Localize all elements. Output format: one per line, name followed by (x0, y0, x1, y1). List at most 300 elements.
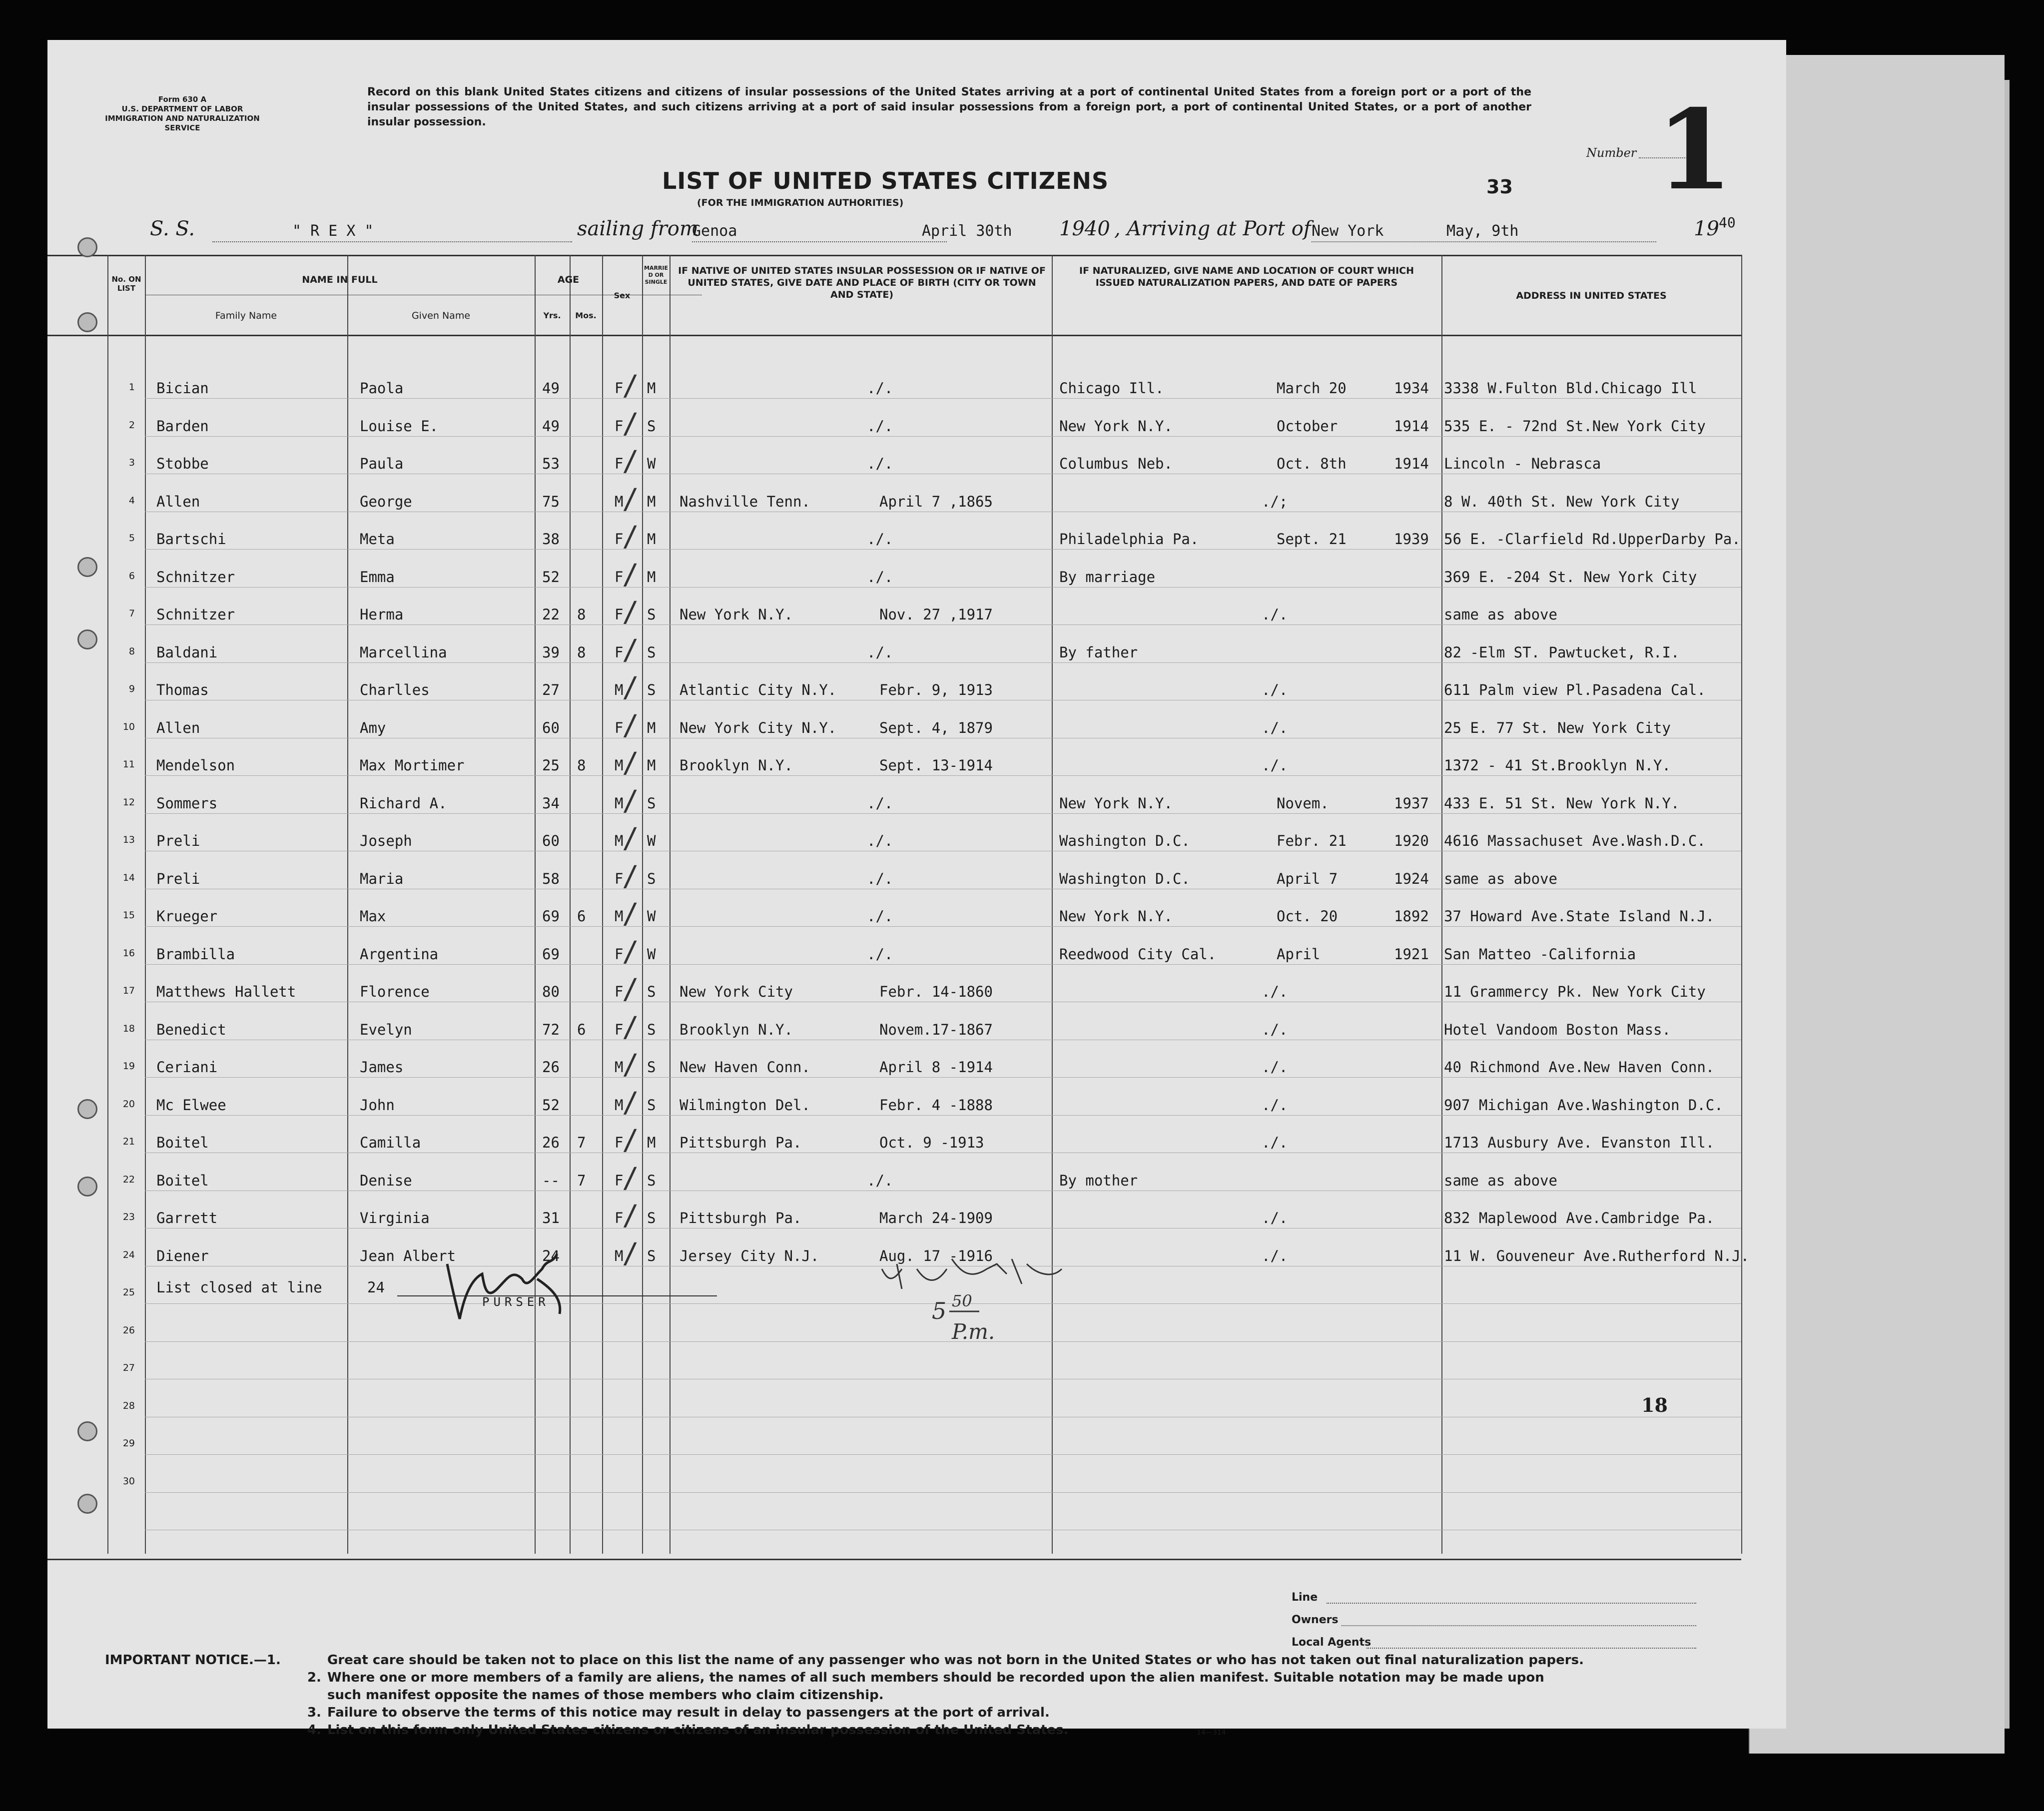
cell-given: Joseph (360, 832, 412, 849)
ship-dotline (212, 241, 572, 242)
cell-nat-place: ./. (1262, 606, 1288, 623)
cell-birth-date: April 8 -1914 (879, 1059, 993, 1076)
cell-yrs: 60 (542, 832, 560, 849)
cell-given: Louise E. (360, 417, 439, 435)
cell-sex: F (615, 870, 624, 887)
cell-family: Ceriani (156, 1059, 218, 1076)
cell-nat-date: Novem. (1277, 794, 1329, 812)
row-rule (145, 1077, 1741, 1078)
cell-given: Amy (360, 719, 386, 736)
sail-year: 1940 (1059, 217, 1110, 240)
cell-nat-date: March 20 (1277, 380, 1347, 397)
cell-given: Paula (360, 455, 404, 472)
notice-number: 3. (307, 1705, 321, 1720)
cell-yrs: 69 (542, 908, 560, 925)
cell-address: 3338 W.Fulton Bld.Chicago Ill (1444, 380, 1697, 397)
cell-address: same as above (1444, 1172, 1557, 1189)
cell-yrs: 49 (542, 380, 560, 397)
cell-family: Bician (156, 380, 209, 397)
cell-ms: S (647, 1209, 656, 1226)
cell-ms: S (647, 1021, 656, 1038)
cell-sex: F (615, 945, 624, 963)
cell-birth-date: Novem.17-1867 (879, 1021, 993, 1038)
cell-nat-place: Chicago Ill. (1059, 380, 1164, 397)
print-code: 14—314 (1197, 1729, 1226, 1737)
line-number: 21 (122, 1136, 135, 1147)
cell-given: George (360, 493, 412, 510)
cell-given: Florence (360, 983, 430, 1000)
cell-nat-date: Febr. 21 (1277, 832, 1347, 849)
cell-nat-date: Oct. 8th (1277, 455, 1347, 472)
line-dotline (1327, 1603, 1696, 1604)
cell-yrs: 69 (542, 945, 560, 963)
cell-birth-date: April 7 ,1865 (879, 493, 993, 510)
line-number: 24 (122, 1249, 135, 1260)
sailing-from-label: sailing from (577, 217, 698, 240)
cell-given: Richard A. (360, 794, 447, 812)
svg-text:5: 5 (932, 1297, 947, 1324)
cell-birth-place: New York N.Y. (680, 606, 793, 623)
punch-hole (77, 237, 97, 257)
arrive-dotline (1312, 241, 1656, 242)
cell-nat-place: ./. (1262, 681, 1288, 698)
cell-mos: 7 (577, 1172, 586, 1189)
cell-family: Garrett (156, 1209, 218, 1226)
line-number: 5 (128, 533, 135, 544)
cell-mos: 7 (577, 1134, 586, 1151)
cell-nat-place: By marriage (1059, 568, 1156, 586)
check-mark: / (622, 860, 639, 893)
cell-yrs: 80 (542, 983, 560, 1000)
cell-ms: W (647, 832, 656, 849)
line-number: 28 (122, 1400, 135, 1411)
cell-sex: F (615, 1134, 624, 1151)
cell-ms: M (647, 719, 656, 736)
cell-sex: M (615, 794, 624, 812)
cell-family: Barden (156, 417, 209, 435)
cell-birth-date: Febr. 14-1860 (879, 983, 993, 1000)
check-mark: / (622, 558, 639, 591)
cell-sex: F (615, 983, 624, 1000)
header-bottom-border (47, 335, 1741, 336)
line-number: 19 (122, 1061, 135, 1072)
check-mark: / (622, 370, 639, 402)
cell-birth-place: Brooklyn N.Y. (680, 757, 793, 774)
cell-family: Schnitzer (156, 606, 235, 623)
cell-address: San Matteo -California (1444, 945, 1636, 963)
row-rule (145, 964, 1741, 965)
page-title: LIST OF UNITED STATES CITIZENS (662, 167, 1109, 194)
cell-sex: F (615, 643, 624, 661)
cell-birth-place: ./. (867, 832, 893, 849)
line-number: 1 (128, 382, 135, 393)
check-mark: / (622, 1086, 639, 1119)
cell-sex: F (615, 719, 624, 736)
sheet-number: 1 (1656, 85, 1733, 214)
cell-birth-date: Febr. 4 -1888 (879, 1096, 993, 1114)
cell-ms: S (647, 983, 656, 1000)
record-instructions: Record on this blank United States citizens and citizens of insular possessions of the United States arriving at a port of continental United States from a foreign port or a port of the insular possessions of the United States, and such citizens arriving at a port of said insular possessions from a foreign port, a port of continental United States, or a port of another insular possession. (367, 86, 1531, 128)
line-number: 4 (128, 495, 135, 506)
cell-ms: M (647, 531, 656, 548)
row-rule (145, 926, 1741, 927)
cell-yrs: 75 (542, 493, 560, 510)
punch-hole (77, 1177, 97, 1197)
line-number: 7 (128, 608, 135, 619)
notice-4: List on this form only United States citizens or citizens of an insular possession of the United States. (327, 1723, 1069, 1738)
check-mark: / (622, 483, 639, 516)
cell-ms: S (647, 1096, 656, 1114)
cell-ms: W (647, 455, 656, 472)
cell-yrs: 39 (542, 643, 560, 661)
cell-address: 433 E. 51 St. New York N.Y. (1444, 794, 1680, 812)
cell-address: 369 E. -204 St. New York City (1444, 568, 1697, 586)
cell-ms: S (647, 870, 656, 887)
row-rule (145, 813, 1741, 814)
cell-sex: M (615, 1059, 624, 1076)
col-header-given: Given Name (411, 310, 471, 321)
row-rule (145, 398, 1741, 399)
cell-yrs: 22 (542, 606, 560, 623)
cell-sex: M (615, 832, 624, 849)
notice-1: Great care should be taken not to place on this list the name of any passenger who was not born in the United States or who has not taken out final naturalization papers. (327, 1653, 1584, 1668)
col-rule (602, 255, 603, 1554)
cell-address: 37 Howard Ave.State Island N.J. (1444, 908, 1715, 925)
sheet-serial: 33 (1486, 176, 1513, 198)
cell-birth-place: ./. (867, 870, 893, 887)
cell-nat-place: Columbus Neb. (1059, 455, 1173, 472)
department: U.S. DEPARTMENT OF LABOR (121, 104, 243, 113)
col-header-family: Family Name (215, 310, 277, 321)
cell-given: Herma (360, 606, 404, 623)
col-header-name: NAME IN FULL (302, 274, 378, 285)
line-number: 23 (122, 1211, 135, 1222)
col-rule (570, 255, 571, 1554)
cell-address: 907 Michigan Ave.Washington D.C. (1444, 1096, 1723, 1114)
cell-birth-place: ./. (867, 1172, 893, 1189)
check-mark: / (622, 1200, 639, 1232)
row-rule (145, 662, 1741, 663)
line-number: 27 (122, 1362, 135, 1373)
col-header-birth: IF NATIVE OF UNITED STATES INSULAR POSSESSION OR IF NATIVE OF UNITED STATES, GIVE DATE AND PLACE OF BIRTH (CITY OR TOWN AND STATE) (678, 265, 1046, 300)
cell-family: Bartschi (156, 531, 226, 548)
row-rule (145, 1115, 1741, 1116)
col-rule (642, 255, 643, 1554)
col-header-naturalized: IF NATURALIZED, GIVE NAME AND LOCATION OF COURT WHICH ISSUED NATURALIZATION PAPERS, AND DATE OF PAPERS (1079, 265, 1414, 288)
cell-address: 1713 Ausbury Ave. Evanston Ill. (1444, 1134, 1715, 1151)
line-number: 30 (122, 1475, 135, 1487)
cell-birth-place: ./. (867, 794, 893, 812)
cell-nat-date: April (1277, 945, 1321, 963)
form-number: Form 630 A (158, 95, 207, 104)
cell-address: 832 Maplewood Ave.Cambridge Pa. (1444, 1209, 1715, 1226)
col-header-yrs: Yrs. (543, 311, 561, 320)
cell-ms: S (647, 794, 656, 812)
cell-family: Matthews Hallett (156, 983, 296, 1000)
cell-ms: M (647, 757, 656, 774)
background-page (1749, 55, 2005, 1754)
cell-yrs: 72 (542, 1021, 560, 1038)
cell-birth-place: ./. (867, 568, 893, 586)
cell-ms: S (647, 1059, 656, 1076)
check-mark: / (622, 1049, 639, 1081)
cell-nat-place: New York N.Y. (1059, 794, 1173, 812)
cell-family: Benedict (156, 1021, 226, 1038)
cell-nat-place: ./; (1262, 493, 1288, 510)
cell-given: Argentina (360, 945, 439, 963)
cell-sex: M (615, 681, 624, 698)
cell-birth-place: Atlantic City N.Y. (680, 681, 837, 698)
cell-birth-place: Pittsburgh Pa. (680, 1209, 802, 1226)
cell-nat-year: 1921 (1394, 945, 1429, 963)
cell-birth-date: Sept. 13-1914 (879, 757, 993, 774)
cell-given: Marcellina (360, 643, 447, 661)
cell-family: Diener (156, 1247, 209, 1264)
cell-ms: W (647, 908, 656, 925)
cell-birth-place: Brooklyn N.Y. (680, 1021, 793, 1038)
line-number: 15 (122, 910, 135, 921)
cell-birth-place: Jersey City N.J. (680, 1247, 819, 1264)
manifest-sheet (47, 40, 1786, 1738)
punch-hole (77, 1494, 97, 1514)
cell-family: Allen (156, 493, 200, 510)
closing-text: List closed at line (156, 1279, 322, 1296)
cell-ms: W (647, 945, 656, 963)
cell-birth-date: Sept. 4, 1879 (879, 719, 993, 736)
row-rule (145, 1454, 1741, 1455)
cell-address: 611 Palm view Pl.Pasadena Cal. (1444, 681, 1706, 698)
check-mark: / (622, 671, 639, 704)
cell-ms: S (647, 1172, 656, 1189)
page-mark: 18 (1641, 1394, 1668, 1416)
cell-birth-place: ./. (867, 945, 893, 963)
punch-hole (77, 312, 97, 332)
check-mark: / (622, 1237, 639, 1270)
cell-address: 4616 Massachuset Ave.Wash.D.C. (1444, 832, 1706, 849)
cell-sex: F (615, 455, 624, 472)
check-mark: / (622, 784, 639, 817)
cell-ms: S (647, 643, 656, 661)
cell-family: Mendelson (156, 757, 235, 774)
cell-given: Paola (360, 380, 404, 397)
punch-hole (77, 1099, 97, 1119)
cell-address: 8 W. 40th St. New York City (1444, 493, 1680, 510)
port-from: Genoa (692, 222, 737, 240)
cell-sex: F (615, 417, 624, 435)
cell-birth-place: ./. (867, 643, 893, 661)
line-number: 26 (122, 1324, 135, 1336)
cell-birth-place: ./. (867, 417, 893, 435)
cell-given: Denise (360, 1172, 412, 1189)
sail-date: April 30th (922, 222, 1012, 240)
col-header-sex: Sex (614, 291, 631, 300)
punch-hole (77, 629, 97, 649)
cell-nat-year: 1934 (1394, 380, 1429, 397)
col-header-mos: Mos. (575, 311, 597, 320)
cell-nat-place: By father (1059, 643, 1138, 661)
cell-nat-place: Philadelphia Pa. (1059, 531, 1199, 548)
line-number: 11 (122, 759, 135, 770)
cell-ms: S (647, 681, 656, 698)
cell-given: Evelyn (360, 1021, 412, 1038)
cell-given: Max (360, 908, 386, 925)
cell-given: Emma (360, 568, 395, 586)
col-rule (1741, 255, 1742, 1554)
col-rule (145, 255, 146, 1554)
col-rule (670, 255, 671, 1554)
cell-ms: M (647, 568, 656, 586)
cell-family: Mc Elwee (156, 1096, 226, 1114)
cell-nat-place: ./. (1262, 1247, 1288, 1264)
cell-birth-place: New Haven Conn. (680, 1059, 810, 1076)
purser-signature (437, 1249, 607, 1329)
cell-given: Meta (360, 531, 395, 548)
port-to: New York (1312, 222, 1384, 240)
from-dotline (692, 241, 947, 242)
cell-address: 1372 - 41 St.Brooklyn N.Y. (1444, 757, 1671, 774)
cell-birth-date: March 24-1909 (879, 1209, 993, 1226)
line-number: 20 (122, 1098, 135, 1110)
line-number: 9 (128, 683, 135, 694)
form-header (47, 40, 1786, 220)
cell-birth-place: ./. (867, 380, 893, 397)
check-mark: / (622, 521, 639, 553)
cell-nat-year: 1939 (1394, 531, 1429, 548)
cell-given: Maria (360, 870, 404, 887)
cell-nat-place: ./. (1262, 1209, 1288, 1226)
cell-nat-place: ./. (1262, 1021, 1288, 1038)
col-rule (535, 255, 536, 1554)
cell-nat-place: New York N.Y. (1059, 908, 1173, 925)
agents-label: Local Agents (1292, 1636, 1371, 1649)
cell-nat-place: New York N.Y. (1059, 417, 1173, 435)
cell-yrs: 60 (542, 719, 560, 736)
cell-nat-date: Oct. 20 (1277, 908, 1338, 925)
col-rule (1052, 255, 1053, 1554)
cell-nat-date: Sept. 21 (1277, 531, 1347, 548)
cell-address: same as above (1444, 606, 1557, 623)
cell-sex: M (615, 757, 624, 774)
line-number: 2 (128, 419, 135, 431)
arrive-date: May, 9th (1446, 222, 1519, 240)
line-number: 18 (122, 1023, 135, 1034)
col-rule (1441, 255, 1442, 1554)
cell-family: Stobbe (156, 455, 209, 472)
manifest-table (47, 255, 1750, 1554)
owners-label: Owners (1292, 1614, 1339, 1626)
line-number: 12 (122, 796, 135, 808)
cell-nat-year: 1920 (1394, 832, 1429, 849)
footer-rule (47, 1559, 1741, 1560)
cell-sex: F (615, 1172, 624, 1189)
cell-nat-year: 1924 (1394, 870, 1429, 887)
inspector-signature (872, 1249, 1092, 1349)
check-mark: / (622, 1124, 639, 1157)
line-number: 10 (122, 721, 135, 732)
table-top-border (47, 255, 1741, 256)
check-mark: / (622, 973, 639, 1006)
line-number: 17 (122, 985, 135, 996)
row-rule (145, 1492, 1741, 1493)
cell-address: Hotel Vandoom Boston Mass. (1444, 1021, 1671, 1038)
cell-nat-year: 1914 (1394, 455, 1429, 472)
number-label: Number (1586, 146, 1637, 160)
line-label: Line (1292, 1591, 1318, 1604)
cell-mos: 6 (577, 1021, 586, 1038)
cell-nat-date: April 7 (1277, 870, 1338, 887)
line-number: 8 (128, 645, 135, 657)
cell-nat-place: ./. (1262, 983, 1288, 1000)
cell-family: Sommers (156, 794, 218, 812)
cell-nat-place: By mother (1059, 1172, 1138, 1189)
punch-hole (77, 1421, 97, 1441)
cell-sex: F (615, 1209, 624, 1226)
cell-sex: F (615, 1021, 624, 1038)
cell-yrs: 38 (542, 531, 560, 548)
line-number: 14 (122, 872, 135, 883)
check-mark: / (622, 898, 639, 930)
row-rule (145, 775, 1741, 776)
cell-nat-place: ./. (1262, 1059, 1288, 1076)
cell-given: John (360, 1096, 395, 1114)
cell-ms: M (647, 380, 656, 397)
cell-address: 56 E. -Clarfield Rd.UpperDarby Pa. (1444, 531, 1741, 548)
cell-yrs: 24 (542, 1247, 560, 1264)
cell-birth-place: Nashville Tenn. (680, 493, 810, 510)
check-mark: / (622, 935, 639, 968)
arriving-label: , Arriving at Port of (1114, 217, 1311, 240)
cell-yrs: 52 (542, 1096, 560, 1114)
cell-birth-place: ./. (867, 455, 893, 472)
cell-birth-place: ./. (867, 531, 893, 548)
ship-name: " R E X " (292, 222, 374, 240)
cell-yrs: 31 (542, 1209, 560, 1226)
cell-address: 11 Grammercy Pk. New York City (1444, 983, 1706, 1000)
agents-dotline (1366, 1648, 1696, 1649)
cell-family: Boitel (156, 1172, 209, 1189)
cell-nat-year: 1937 (1394, 794, 1429, 812)
cell-yrs: 53 (542, 455, 560, 472)
cell-nat-date: October (1277, 417, 1338, 435)
cell-family: Preli (156, 870, 200, 887)
cell-yrs: 34 (542, 794, 560, 812)
col-header-age: AGE (557, 274, 580, 285)
cell-given: Jean Albert (360, 1247, 456, 1264)
cell-address: 535 E. - 72nd St.New York City (1444, 417, 1706, 435)
svg-text:50: 50 (952, 1291, 972, 1310)
cell-sex: F (615, 606, 624, 623)
col-rule (347, 255, 348, 1554)
check-mark: / (622, 1162, 639, 1195)
cell-address: 25 E. 77 St. New York City (1444, 719, 1671, 736)
form-footer (47, 1559, 1786, 1738)
cell-nat-place: Reedwood City Cal. (1059, 945, 1217, 963)
owners-dotline (1342, 1625, 1696, 1626)
cell-yrs: 25 (542, 757, 560, 774)
notice-2: Where one or more members of a family are aliens, the names of all such members should be recorded upon the alien manifest. Suitable notation may be made upon (327, 1670, 1544, 1685)
check-mark: / (622, 596, 639, 628)
cell-ms: S (647, 417, 656, 435)
cell-birth-place: Pittsburgh Pa. (680, 1134, 802, 1151)
cell-sex: M (615, 1247, 624, 1264)
cell-mos: 8 (577, 757, 586, 774)
row-rule (145, 549, 1741, 550)
check-mark: / (622, 445, 639, 478)
cell-yrs: 26 (542, 1059, 560, 1076)
cell-given: Max Mortimer (360, 757, 465, 774)
cell-given: Camilla (360, 1134, 421, 1151)
ss-label: S. S. (150, 217, 195, 240)
